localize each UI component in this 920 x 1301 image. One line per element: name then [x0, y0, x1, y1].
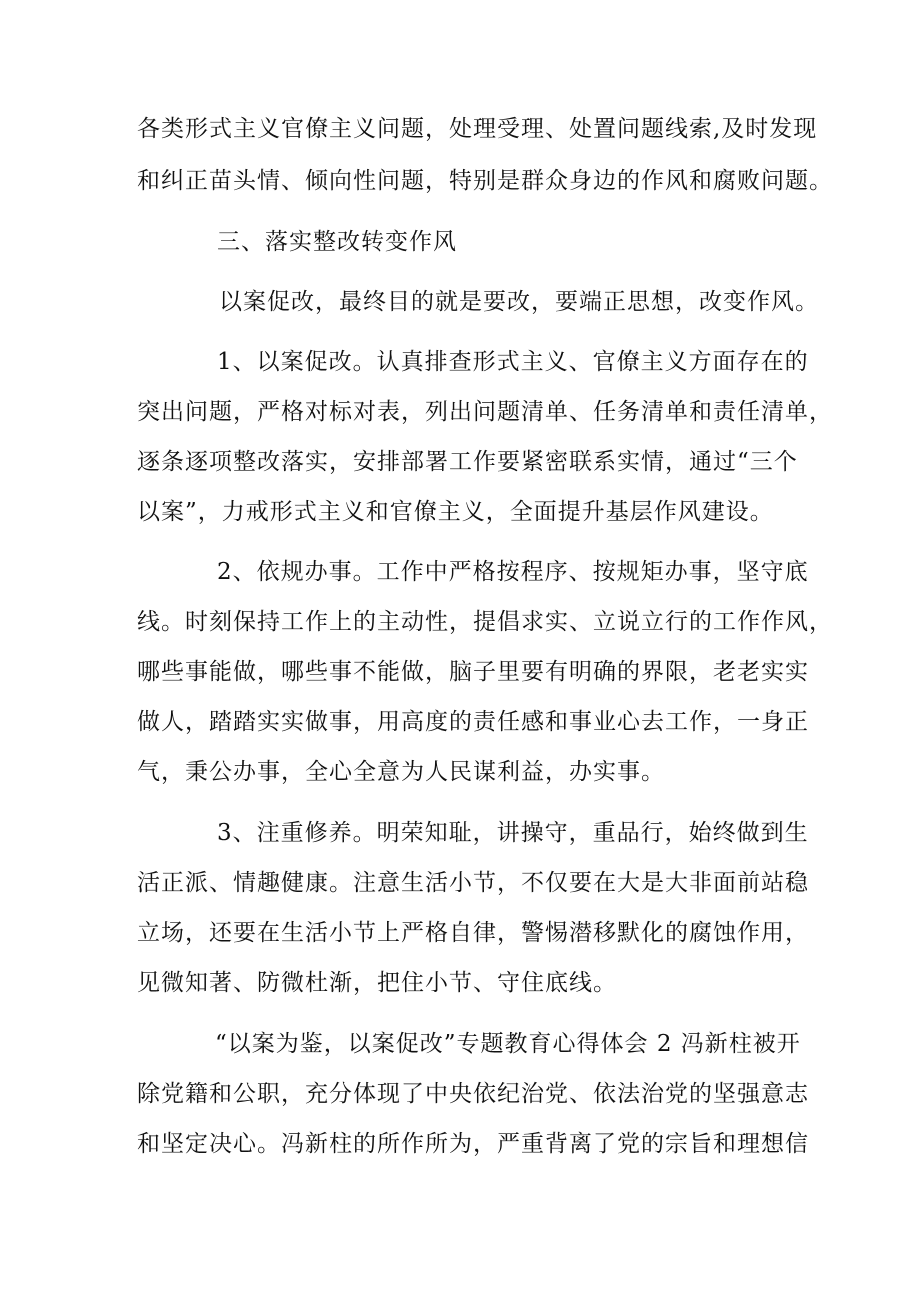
paragraph-line: 以案促改，最终目的就是要改，要端正思想，改变作风。 — [219, 289, 819, 315]
paragraph-line: “以案为鉴，以案促改”专题教育心得体会 2 冯新柱被开 — [215, 1031, 801, 1057]
paragraph-line: 各类形式主义官僚主义问题，处理受理、处置问题线索,及时发现 — [137, 116, 818, 142]
paragraph-line: 1、以案促改。认真排查形式主义、官僚主义方面存在的 — [217, 349, 809, 375]
paragraph-line: 以案”，力戒形式主义和官僚主义，全面提升基层作风建设。 — [137, 499, 774, 525]
paragraph-line: 和坚定决心。冯新柱的所作所为，严重背离了党的宗旨和理想信 — [137, 1131, 809, 1157]
paragraph-line: 3、注重修养。明荣知耻，讲操守，重品行，始终做到生 — [217, 820, 809, 846]
paragraph-line: 见微知著、防微杜渐，把住小节、守住底线。 — [137, 970, 617, 996]
paragraph-line: 除党籍和公职，充分体现了中央依纪治党、依法治党的坚强意志 — [137, 1081, 809, 1107]
paragraph-line: 立场，还要在生活小节上严格自律，警惕潜移默化的腐蚀作用， — [137, 920, 809, 946]
paragraph-line: 逐条逐项整改落实，安排部署工作要紧密联系实情，通过“三个 — [137, 449, 798, 475]
paragraph-line: 2、依规办事。工作中严格按程序、按规矩办事，坚守底 — [217, 559, 809, 585]
paragraph-line: 线。时刻保持工作上的主动性，提倡求实、立说立行的工作作风， — [137, 609, 833, 635]
paragraph-line: 气，秉公办事，全心全意为人民谋利益，办实事。 — [137, 759, 665, 785]
paragraph-line: 做人，踏踏实实做事，用高度的责任感和事业心去工作，一身正 — [137, 709, 809, 735]
paragraph-line: 活正派、情趣健康。注意生活小节，不仅要在大是大非面前站稳 — [137, 870, 809, 896]
paragraph-line: 和纠正苗头情、倾向性问题，特别是群众身边的作风和腐败问题。 — [137, 168, 833, 194]
section-heading: 三、落实整改转变作风 — [217, 229, 457, 255]
paragraph-line: 哪些事能做，哪些事不能做，脑子里要有明确的界限，老老实实 — [137, 659, 809, 685]
paragraph-line: 突出问题，严格对标对表，列出问题清单、任务清单和责任清单， — [137, 399, 833, 425]
